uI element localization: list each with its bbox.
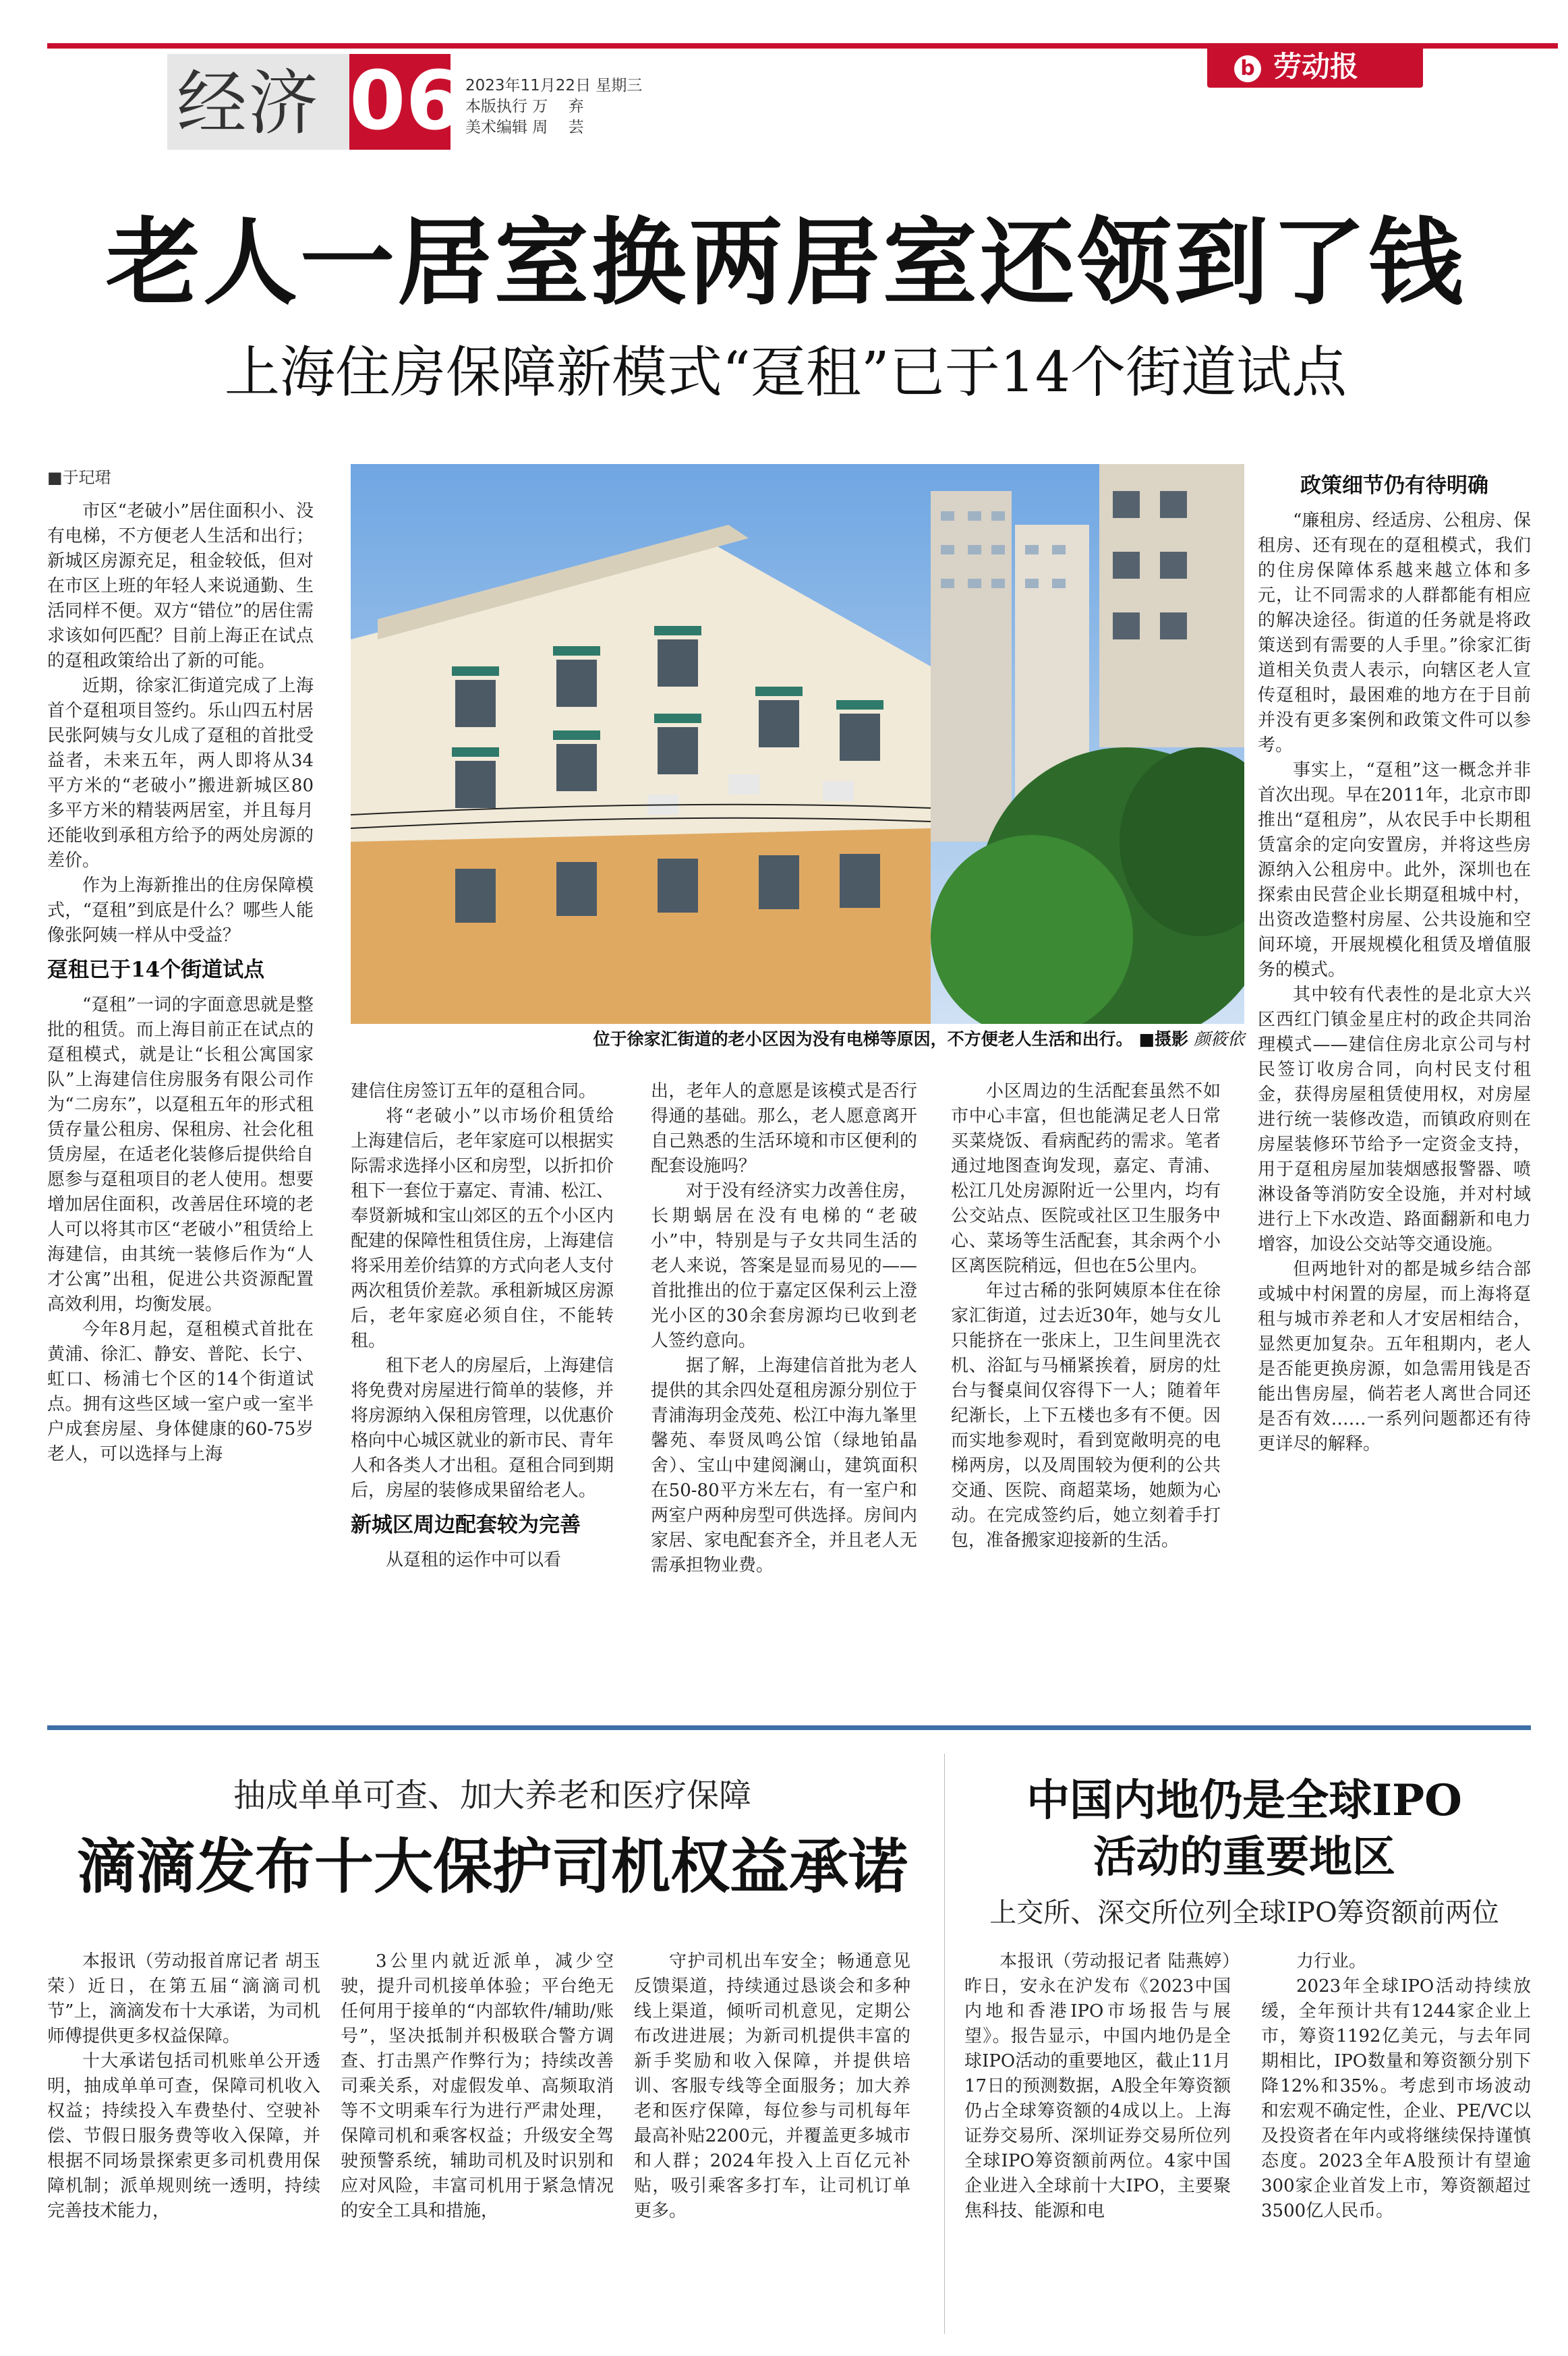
paragraph: 出，老年人的意愿是该模式是否行得通的基础。那么，老人愿意离开自己熟悉的生活环境和市区便利的配套设施吗？ [651, 1081, 917, 1176]
paragraph: 3公里内就近派单，减少空驶，提升司机接单体验；平台绝无任何用于接单的“内部软件/辅助/账号”，坚决抵制并积极联合警方调查、打击黑产作弊行为；持续改善司乘关系，对虚假发单、高频取消等不文明乘车行为进行严肃处理，保障司机和乘客权益；升级安全驾驶预警系统，辅助司机及时识别和应对风险，丰富司机用于紧急情况的安全工具和措施， [341, 1951, 614, 2221]
article-column-5 [1258, 472, 1531, 1457]
paragraph: 从趸租的运作中可以看 [386, 1550, 562, 1570]
article-column-1 [47, 499, 314, 1467]
newspaper-logo [1207, 46, 1423, 88]
subheading: 趸租已于14个街道试点 [47, 958, 265, 982]
paragraph: 年过古稀的张阿姨原本住在徐家汇街道，过去近30年，她与女儿只能挤在一张床上，卫生间里洗衣机、浴缸与马桶紧挨着，厨房的灶台与餐桌间仅容得下一人；随着年纪渐长，上下五楼也多有不便。因而实地参观时，看到宽敞明亮的电梯两房，以及周围较为便利的公共交通、医院、商超菜场，她颇为心动。在完成签约后，她立刻着手打包，准备搬家迎接新的生活。 [951, 1281, 1221, 1551]
logo-text: 劳动报 [1273, 50, 1359, 83]
paragraph: 本报讯（劳动报记者 陆燕婷）昨日，安永在沪发布《2023中国内地和香港IPO市场报告与展望》。报告显示，中国内地仍是全球IPO活动的重要地区，截止11月17日的预测数据，A股全年筹资额仍占全球筹资额的4成以上。上海证券交易所、深圳证券交易所位列全球IPO筹资额前两位。4家中国企业进入全球前十大IPO，主要聚焦科技、能源和电 [964, 1951, 1231, 2221]
paragraph: 守护司机出车安全；畅通意见反馈渠道，持续通过恳谈会和多种线上渠道，倾听司机意见，定期公布改进进展；为新司机提供丰富的新手奖励和收入保障，并提供培训、客服专线等全面服务；加大养老和医疗保障，每位参与司机每年最高补贴2200元，并覆盖更多城市和人群；2024年投入上百亿元补贴，吸引乘客多打车，让司机订单更多。 [634, 1951, 910, 2221]
caption-text: 位于徐家汇街道的老小区因为没有电梯等原因，不方便老人生活和出行。 ■摄影 [593, 1029, 1188, 1049]
ipo-headline-line-2: 活动的重要地区 [1093, 1832, 1395, 1883]
page-number: 06 [349, 55, 462, 148]
article-column-3 [651, 1079, 917, 1578]
article-photo [351, 464, 1244, 1024]
column-rule [944, 1754, 945, 2334]
article-column-2 [351, 1079, 614, 1573]
art-editor: 美术编辑 周 芸 [465, 119, 584, 136]
ipo-column-1 [964, 1949, 1231, 2224]
ipo-headline-line-1: 中国内地仍是全球IPO [1026, 1775, 1462, 1826]
didi-kicker: 抽成单单可查、加大养老和医疗保障 [233, 1777, 751, 1814]
paragraph: 十大承诺包括司机账单公开透明，抽成单单可查，保障司机收入权益；持续投入车费垫付、空驶补偿、节假日服务费等收入保障，并根据不同场景探索更多司机费用保障机制；派单规则统一透明，持续完善技术能力， [47, 2051, 320, 2221]
main-subheadline: 上海住房保障新模式“趸租”已于14个街道试点 [224, 341, 1347, 405]
paragraph: “趸租”一词的字面意思就是整批的租赁。而上海目前正在试点的趸租模式，就是让“长租公寓国家队”上海建信住房服务有限公司作为“二房东”，以趸租五年的形式租赁存量公租房、保租房、社会化租赁房屋，在适老化装修后提供给自愿参与趸租项目的老人使用。想要增加居住面积，改善居住环境的老人可以将其市区“老破小”租赁给上海建信，由其统一装修后作为“人才公寓”出租，促进公共资源配置高效利用，均衡发展。 [47, 995, 314, 1315]
subheading: 新城区周边配套较为完善 [351, 1513, 581, 1537]
paragraph: 据了解，上海建信首批为老人提供的其余四处趸租房源分别位于青浦海玥金茂苑、松江中海九峯里馨苑、奉贤凤鸣公馆（绿地铂晶舍）、宝山中建阅澜山，建筑面积在50-80平方米左右，有一室户和两室户两种房型可供选择。房间内家居、家电配套齐全，并且老人无需承担物业费。 [651, 1356, 917, 1576]
paragraph: 其中较有代表性的是北京大兴区西红门镇金星庄村的政企共同治理模式——建信住房北京公司与村民签订收房合同，向村民支付租金，获得房屋租赁使用权，对房屋进行统一装修改造，而镇政府则在房屋装修环节给予一定资金支持，用于趸租房屋加装烟感报警器、喷淋设备等消防安全设施，并对村域进行上下水改造、路面翻新和电力增容，加设公交站等交通设施。 [1258, 985, 1531, 1255]
paragraph: 但两地针对的都是城乡结合部或城中村闲置的房屋，而上海将趸租与城市养老和人才安居相结合，显然更加复杂。五年租期内，老人是否能更换房源，如急需用钱是否能出售房屋，倘若老人离世合同还是否有效……一系列问题都还有待更详尽的解释。 [1258, 1259, 1531, 1454]
page-editor: 本版执行 万 弃 [465, 98, 584, 115]
paragraph: 市区“老破小”居住面积小、没有电梯，不方便老人生活和出行；新城区房源充足，租金较低，但对在市区上班的年轻人来说通勤、生活同样不便。双方“错位”的居住需求该如何匹配？目前上海正在试点的趸租政策给出了新的可能。 [47, 501, 314, 671]
paragraph: 租下老人的房屋后，上海建信将免费对房屋进行简单的装修，并将房源纳入保租房管理，以优惠价格向中心城区就业的新市民、青年人和各类人才出租。趸租合同到期后，房屋的装修成果留给老人。 [351, 1356, 614, 1501]
paragraph: 将“老破小”以市场价租赁给上海建信后，老年家庭可以根据实际需求选择小区和房型，以折扣价租下一套位于嘉定、青浦、松江、奉贤新城和宝山郊区的五个小区内配建的保障性租赁住房，上海建信将采用差价结算的方式向老人支付两次租赁价差款。承租新城区房源后，老年家庭必须自住，不能转租。 [351, 1106, 614, 1351]
paragraph: 今年8月起，趸租模式首批在黄浦、徐汇、静安、普陀、长宁、虹口、杨浦七个区的14个街道试点。拥有这些区域一室户或一室半户成套房屋、身体健康的60-75岁老人，可以选择与上海 [47, 1319, 314, 1464]
section-name: 经济 [177, 62, 320, 144]
paragraph: 对于没有经济实力改善住房，长期蜗居在没有电梯的“老破小”中，特别是与子女共同生活的老人来说，答案是显而易见的——首批推出的位于嘉定区保利云上澄光小区的30余套房源均已收到老人签约意向。 [651, 1181, 917, 1351]
byline: ■于玘珺 [47, 468, 111, 487]
photo-caption [351, 1028, 1244, 1051]
issue-date: 2023年11月22日 星期三 [465, 77, 643, 94]
building-illustration [351, 464, 1244, 1024]
issue-meta [465, 76, 642, 138]
paragraph: 力行业。 [1296, 1951, 1367, 1972]
paragraph: 作为上海新推出的住房保障模式，“趸租”到底是什么？哪些人能像张阿姨一样从中受益？ [47, 875, 314, 946]
paragraph: 建信住房签订五年的趸租合同。 [351, 1081, 597, 1101]
logo-mark-icon: b [1234, 55, 1261, 82]
didi-headline: 滴滴发布十大保护司机权益承诺 [76, 1831, 908, 1901]
didi-column-2 [341, 1949, 614, 2224]
paragraph: 事实上，“趸租”这一概念并非首次出现。早在2011年，北京市即推出“趸租房”，从农民手中长期租赁富余的定向安置房，并将这些房源纳入公租房中。此外，深圳也在探索由民营企业长期趸租城中村，出资改造整村房屋、公共设施和空间环境，开展规模化租赁及增值服务的模式。 [1258, 760, 1531, 980]
paragraph: 2023年全球IPO活动持续放缓，全年预计共有1244家企业上市，筹资1192亿美元，与去年同期相比，IPO数量和筹资额分别下降12%和35%。考虑到市场波动和宏观不确定性，企业、PE/VC以及投资者在年内或将继续保持谨慎态度。2023全年A股预计有望逾300家企业首发上市，筹资额超过3500亿人民币。 [1261, 1976, 1531, 2221]
paragraph: 近期，徐家汇街道完成了上海首个趸租项目签约。乐山四五村居民张阿姨与女儿成了趸租的首批受益者，未来五年，两人即将从34平方米的“老破小”搬进新城区80多平方米的精装两居室，并且每月还能收到承租方给予的两处房源的差价。 [47, 676, 314, 871]
paragraph: 小区周边的生活配套虽然不如市中心丰富，但也能满足老人日常买菜烧饭、看病配药的需求。笔者通过地图查询发现，嘉定、青浦、松江几处房源附近一公里内，均有公交站点、医院或社区卫生服务中心、菜场等生活配套，其余两个小区离医院稍远，但也在5公里内。 [951, 1081, 1221, 1276]
subheading: 政策细节仍有待明确 [1300, 473, 1488, 498]
paragraph: “廉租房、经适房、公租房、保租房、还有现在的趸租模式，我们的住房保障体系越来越立体和多元，让不同需求的人群都能有相应的解决途径。街道的任务就是将政策送到有需要的人手里。”徐家汇街道相关负责人表示，向辖区老人宣传趸租时，最困难的地方在于目前并没有更多案例和政策文件可以参考。 [1258, 511, 1531, 755]
ipo-column-2 [1261, 1949, 1531, 2224]
article-column-4 [951, 1079, 1221, 1553]
photo-credit: 颜筱依 [1193, 1029, 1244, 1049]
didi-column-1 [47, 1949, 320, 2224]
didi-column-3 [634, 1949, 910, 2224]
ipo-headline [958, 1773, 1531, 1886]
main-headline: 老人一居室换两居室还领到了钱 [105, 208, 1465, 318]
section-divider [47, 1725, 1531, 1730]
paragraph: 本报讯（劳动报首席记者 胡玉荣）近日，在第五届“滴滴司机节”上，滴滴发布十大承诺，为司机师傅提供更多权益保障。 [47, 1951, 320, 2046]
ipo-subheadline: 上交所、深交所位列全球IPO筹资额前两位 [989, 1897, 1499, 1928]
